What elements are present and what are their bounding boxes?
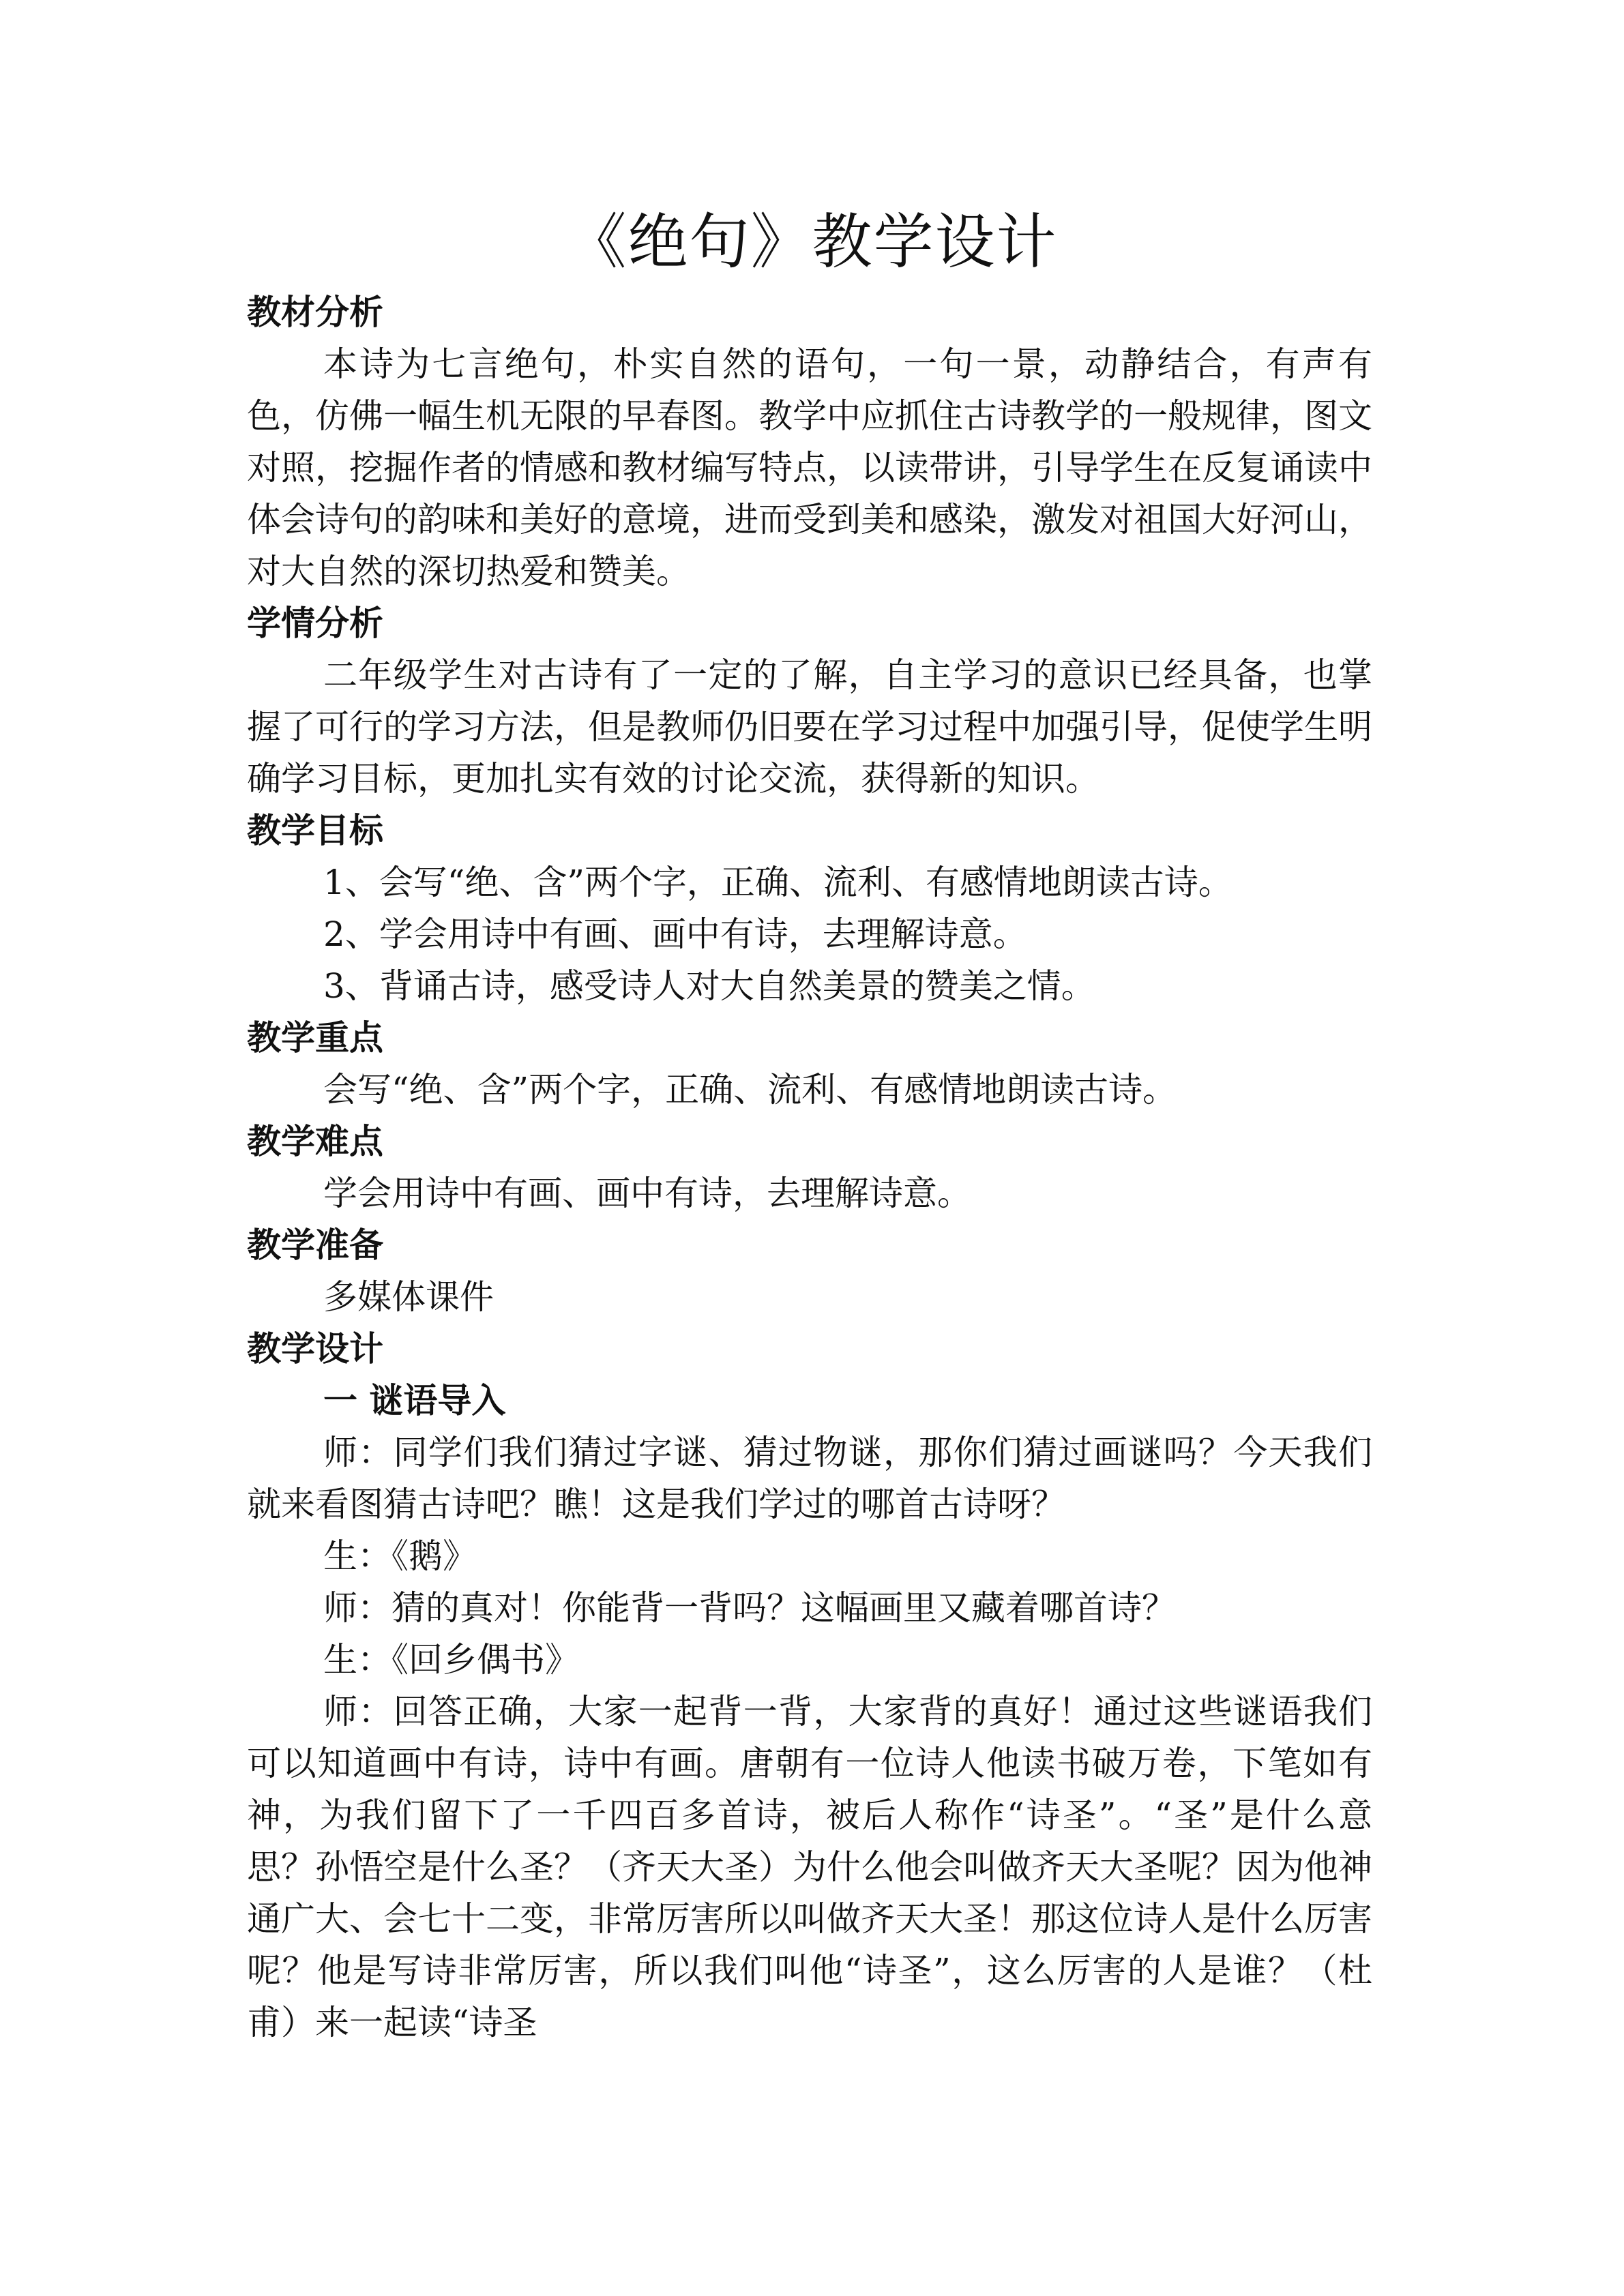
heading-preparation: 教学准备 <box>247 1225 383 1265</box>
paragraph-students: 二年级学生对古诗有了一定的了解，自主学习的意识已经具备，也掌握了可行的学习方法，但是教师仍旧要在学习过程中加强引导，促使学生明确学习目标，更加扎实有效的讨论交流，获得新的知识。 <box>247 655 1372 799</box>
goal-item-2: 2、学会用诗中有画、画中有诗，去理解诗意。 <box>323 914 1027 954</box>
document-title: 《绝句》教学设计 <box>566 207 1058 277</box>
paragraph-key-point: 会写“绝、含”两个字，正确、流利、有感情地朗读古诗。 <box>323 1070 1177 1109</box>
dialogue-teacher-1: 师：同学们我们猜过字谜、猜过物谜，那你们猜过画谜吗？今天我们就来看图猜古诗吧？瞧！这是我们学过的哪首古诗呀？ <box>247 1433 1372 1524</box>
subheading-riddle-intro: 一 谜语导入 <box>323 1381 506 1420</box>
dialogue-student-2: 生：《回乡偶书》 <box>323 1640 579 1680</box>
paragraph-preparation: 多媒体课件 <box>323 1277 494 1317</box>
heading-design: 教学设计 <box>247 1329 383 1369</box>
heading-goals: 教学目标 <box>247 811 383 850</box>
dialogue-student-1: 生：《鹅》 <box>323 1536 477 1576</box>
goal-item-3: 3、背诵古诗，感受诗人对大自然美景的赞美之情。 <box>323 966 1095 1006</box>
heading-key-point: 教学重点 <box>247 1018 383 1058</box>
paragraph-difficulty: 学会用诗中有画、画中有诗，去理解诗意。 <box>323 1174 971 1213</box>
heading-analysis: 教材分析 <box>247 293 383 332</box>
heading-difficulty: 教学难点 <box>247 1122 383 1161</box>
document-body <box>247 286 1372 2048</box>
dialogue-teacher-2: 师：猜的真对！你能背一背吗？这幅画里又藏着哪首诗？ <box>323 1588 1176 1628</box>
dialogue-teacher-3: 师：回答正确，大家一起背一背，大家背的真好！通过这些谜语我们可以知道画中有诗，诗中有画。唐朝有一位诗人他读书破万卷，下笔如有神，为我们留下了一千四百多首诗，被后人称作“诗圣”。“圣”是什么意思？孙悟空是什么圣？（齐天大圣）为什么他会叫做齐天大圣呢？因为他神通广大、会七十二变，非常厉害所以叫做齐天大圣！那这位诗人是什么厉害呢？他是写诗非常厉害，所以我们叫他“诗圣”，这么厉害的人是谁？（杜甫）来一起读“诗圣 <box>247 1692 1372 2042</box>
paragraph-analysis: 本诗为七言绝句，朴实自然的语句，一句一景，动静结合，有声有色，仿佛一幅生机无限的早春图。教学中应抓住古诗教学的一般规律，图文对照，挖掘作者的情感和教材编写特点，以读带讲，引导学生在反复诵读中体会诗句的韵味和美好的意境，进而受到美和感染，激发对祖国大好河山，对大自然的深切热爱和赞美。 <box>247 344 1372 591</box>
heading-students: 学情分析 <box>247 603 383 643</box>
goal-item-1: 1、会写“绝、含”两个字，正确、流利、有感情地朗读古诗。 <box>323 863 1232 902</box>
